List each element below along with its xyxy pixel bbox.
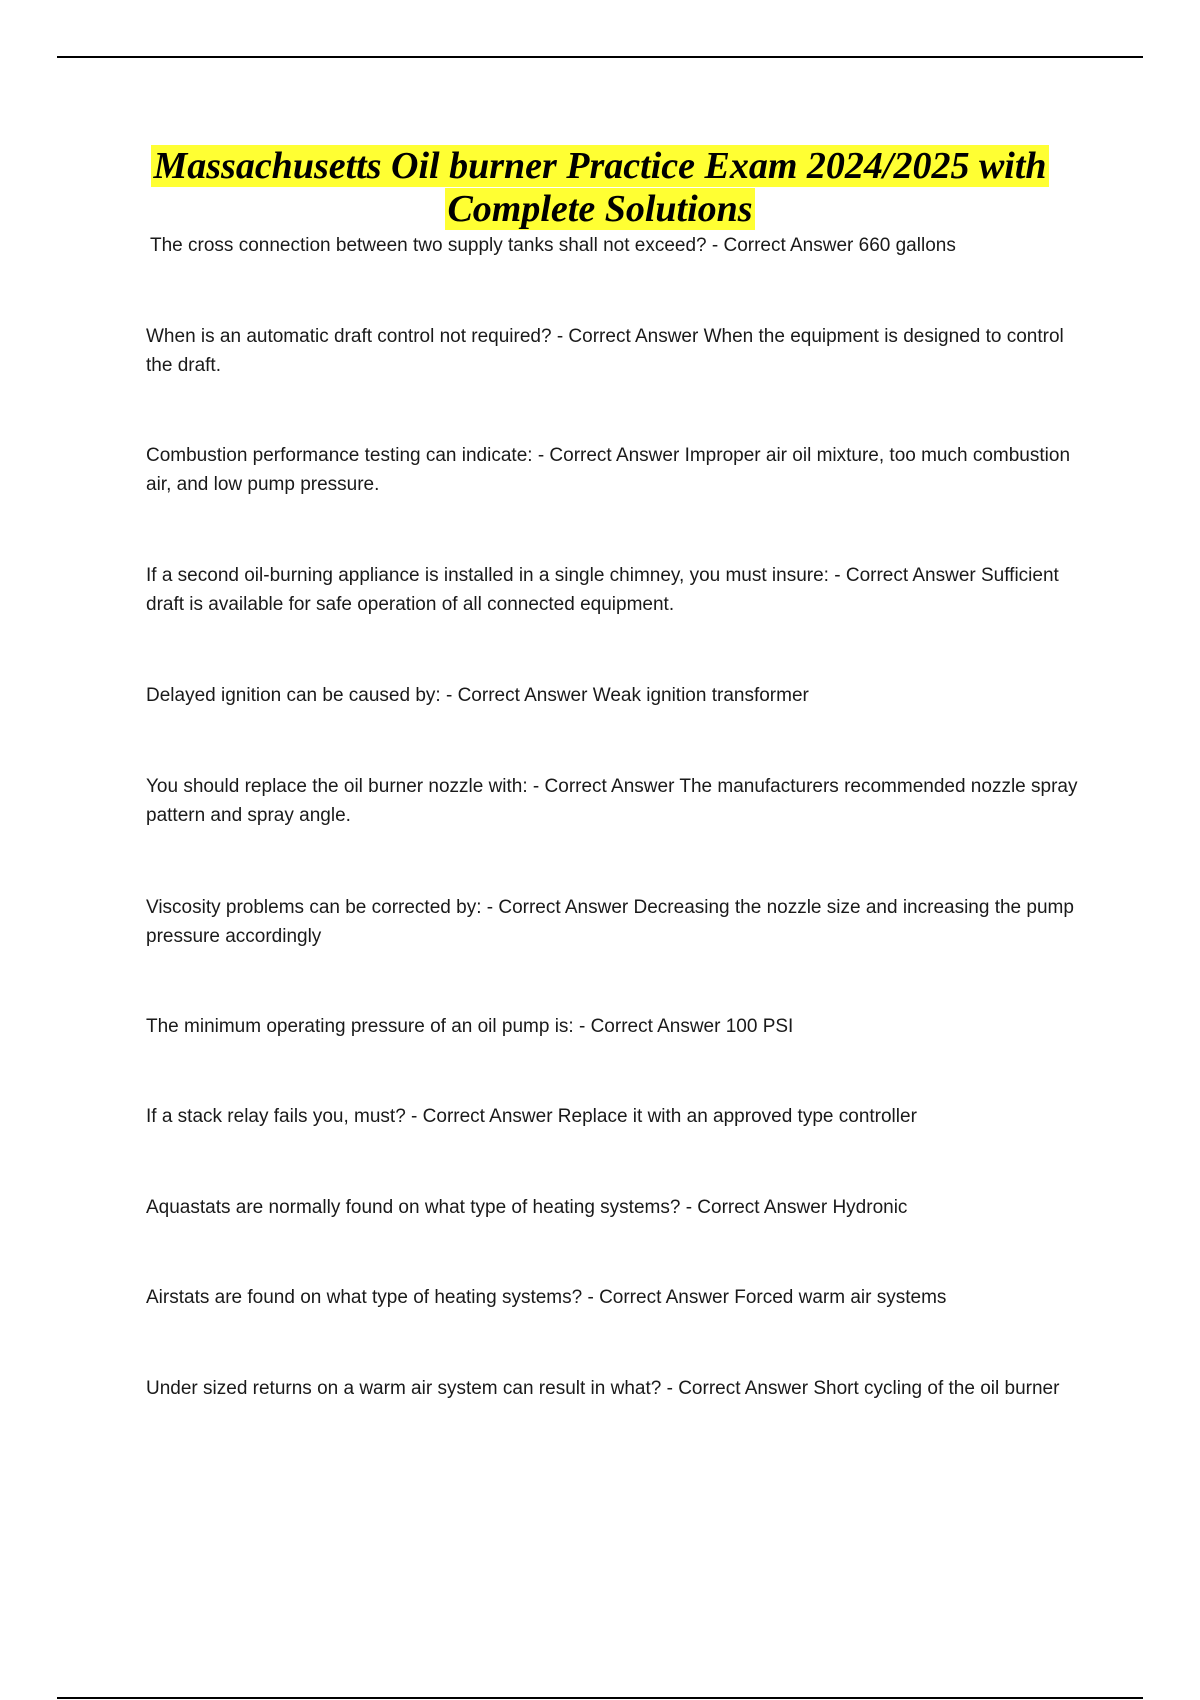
- qa-text: The minimum operating pressure of an oil pump is: - Correct Answer 100 PSI: [146, 1016, 794, 1037]
- qa-text: Under sized returns on a warm air system can result in what? - Correct Answer Short cycling of the oil burner: [146, 1378, 1060, 1399]
- qa-item-7: [146, 893, 1086, 951]
- top-rule: [57, 56, 1143, 58]
- qa-text: The cross connection between two supply tanks shall not exceed? - Correct Answer 660 gallons: [150, 235, 956, 256]
- qa-item-11: [146, 1283, 1086, 1312]
- qa-text: When is an automatic draft control not required? - Correct Answer When the equipment is designed to control the draft.: [146, 326, 1064, 376]
- qa-item-5: [146, 681, 1086, 710]
- qa-text: If a second oil-burning appliance is installed in a single chimney, you must insure: - Correct Answer Sufficient draft is available for safe operation of all connected equipment.: [146, 565, 1059, 615]
- qa-item-6: [146, 772, 1086, 830]
- qa-text: Aquastats are normally found on what type of heating systems? - Correct Answer Hydronic: [146, 1197, 908, 1218]
- qa-item-3: [146, 441, 1086, 499]
- qa-text: Viscosity problems can be corrected by: - Correct Answer Decreasing the nozzle size and increasing the pump pressure accordingly: [146, 897, 1074, 947]
- qa-item-10: [146, 1193, 1086, 1222]
- qa-item-4: [146, 561, 1086, 619]
- qa-text: If a stack relay fails you, must? - Correct Answer Replace it with an approved type controller: [146, 1106, 917, 1127]
- qa-text: Airstats are found on what type of heating systems? - Correct Answer Forced warm air systems: [146, 1287, 947, 1308]
- title-line-2: Complete Solutions: [447, 188, 753, 230]
- qa-item-12: [146, 1374, 1086, 1403]
- qa-item-8: [146, 1012, 1086, 1041]
- document-title: [100, 145, 1100, 231]
- bottom-rule: [57, 1697, 1143, 1699]
- qa-item-1: [150, 231, 1090, 260]
- title-line-1: Massachusetts Oil burner Practice Exam 2024/2025 with: [153, 145, 1047, 187]
- qa-item-2: [146, 322, 1086, 380]
- qa-text: Delayed ignition can be caused by: - Correct Answer Weak ignition transformer: [146, 685, 809, 706]
- qa-item-9: [146, 1102, 1086, 1131]
- qa-text: Combustion performance testing can indicate: - Correct Answer Improper air oil mixture, too much combustion air, and low pump pressure.: [146, 445, 1071, 495]
- qa-text: You should replace the oil burner nozzle with: - Correct Answer The manufacturers recommended nozzle spray pattern and spray angle.: [146, 776, 1078, 826]
